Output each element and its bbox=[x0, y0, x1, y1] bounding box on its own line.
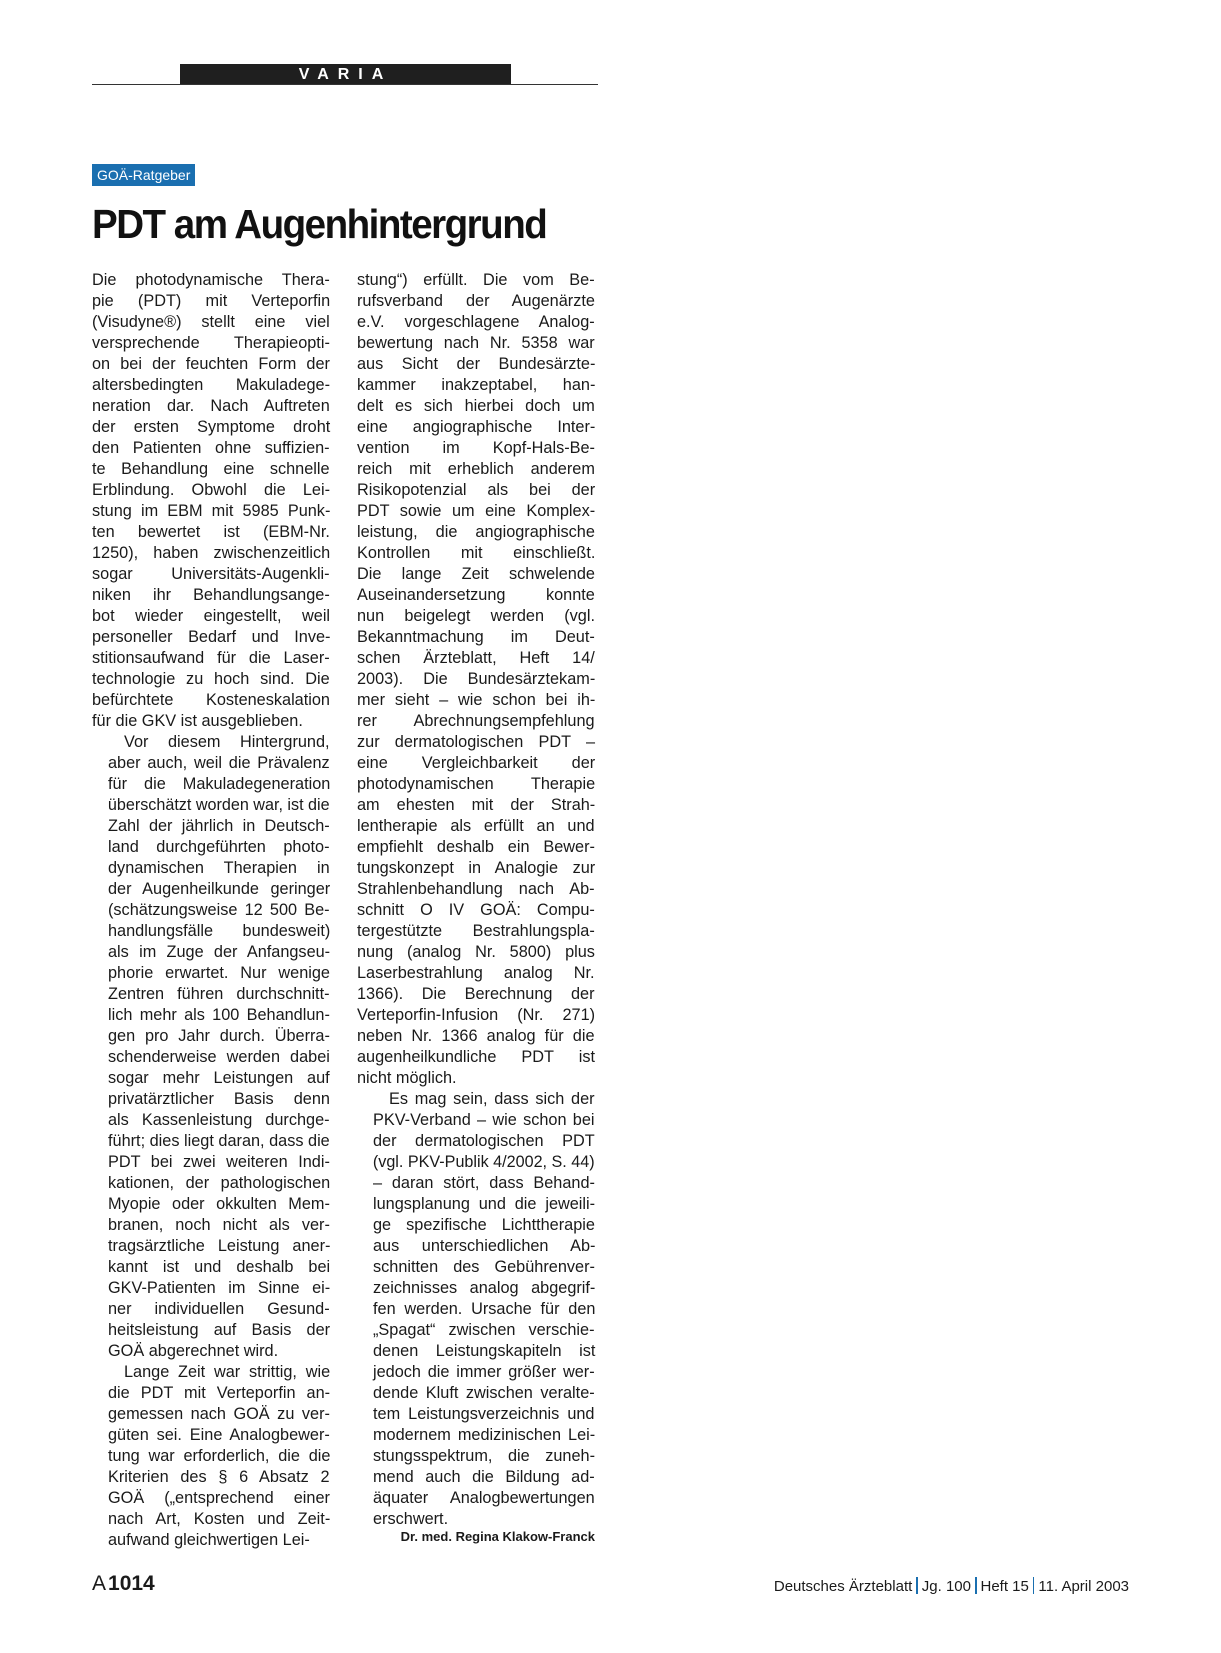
text-line: lich mehr als 100 Behandlun- bbox=[108, 1006, 330, 1024]
text-line: Risikopotenzial als bei der bbox=[357, 481, 596, 499]
text-line: versprechende Therapieopti- bbox=[92, 334, 330, 352]
text-line: ner individuellen Gesund- bbox=[108, 1300, 330, 1318]
text-line: der Augenheilkunde geringer bbox=[108, 880, 331, 898]
text-line: äquater Analogbewertungen bbox=[373, 1489, 595, 1507]
text-line: augenheilkundliche PDT ist bbox=[357, 1048, 596, 1066]
paragraph bbox=[357, 270, 595, 1089]
text-line: GKV-Patienten im Sinne ei- bbox=[108, 1279, 331, 1297]
page-prefix: A bbox=[92, 1572, 107, 1595]
text-line: land durchgeführten photo- bbox=[108, 838, 330, 856]
text-line: handlungsfälle bundesweit) bbox=[108, 922, 331, 940]
text-line: altersbedingten Makuladege- bbox=[92, 376, 330, 394]
text-line: rer Abrechnungsempfehlung bbox=[357, 712, 595, 730]
text-line: privatärztlicher Basis denn bbox=[108, 1090, 330, 1108]
divider bbox=[1033, 1577, 1035, 1594]
text-line: 2003). Die Bundesärztekam- bbox=[357, 670, 596, 688]
text-line: Die photodynamische Thera- bbox=[92, 271, 330, 289]
text-line: „Spagat“ zwischen verschie- bbox=[373, 1321, 595, 1339]
text-line: e.V. vorgeschlagene Analog- bbox=[357, 313, 595, 331]
paragraph bbox=[357, 1089, 595, 1530]
text-line: PDT sowie um eine Komplex- bbox=[357, 502, 596, 520]
page-number bbox=[92, 1571, 155, 1597]
text-line: personeller Bedarf und Inve- bbox=[92, 628, 331, 646]
text-line: stung im EBM mit 5985 Punk- bbox=[92, 502, 331, 520]
text-line: dende Kluft zwischen veralte- bbox=[373, 1384, 595, 1402]
text-line: nicht möglich. bbox=[357, 1069, 457, 1087]
text-line: zeichnisses analog abgegrif- bbox=[373, 1279, 596, 1297]
section-rule bbox=[92, 84, 598, 85]
text-line: pie (PDT) mit Verteporfin bbox=[92, 292, 331, 310]
text-line: als im Zuge der Anfangseu- bbox=[108, 943, 331, 961]
text-line: tergestützte Bestrahlungspla- bbox=[357, 922, 595, 940]
text-line: jedoch die immer größer wer- bbox=[373, 1363, 595, 1381]
text-line: nach Art, Kosten und Zeit- bbox=[108, 1510, 331, 1528]
text-line: branen, noch nicht als ver- bbox=[108, 1216, 330, 1234]
article-column-2 bbox=[357, 270, 595, 1530]
section-header-bar bbox=[180, 64, 511, 85]
text-line: phorie erwartet. Nur wenige bbox=[108, 964, 330, 982]
text-line: 1250), haben zwischenzeitlich bbox=[92, 544, 331, 562]
text-line: aus unterschiedlichen Ab- bbox=[373, 1237, 596, 1255]
text-line: sogar Universitäts-Augenkli- bbox=[92, 565, 330, 583]
text-line: dynamischen Therapien in bbox=[108, 859, 330, 877]
text-line: kationen, der pathologischen bbox=[108, 1174, 331, 1192]
text-line: empfiehlt deshalb ein Bewer- bbox=[357, 838, 595, 856]
text-line: fen werden. Ursache für den bbox=[373, 1300, 596, 1318]
text-line: 1366). Die Berechnung der bbox=[357, 985, 595, 1003]
text-line: sogar mehr Leistungen auf bbox=[108, 1069, 330, 1087]
text-line: mer sieht – wie schon bei ih- bbox=[357, 691, 596, 709]
text-line: neben Nr. 1366 analog für die bbox=[357, 1027, 595, 1045]
text-line: Erblindung. Obwohl die Lei- bbox=[92, 481, 331, 499]
text-line: Laserbestrahlung analog Nr. bbox=[357, 964, 595, 982]
text-line: – daran stört, dass Behand- bbox=[373, 1174, 595, 1192]
text-line: der ersten Symptome droht bbox=[92, 418, 331, 436]
text-line: tragsärztliche Leistung aner- bbox=[108, 1237, 331, 1255]
text-line: GOÄ („entsprechend einer bbox=[108, 1489, 330, 1507]
text-line: niken ihr Behandlungsange- bbox=[92, 586, 330, 604]
text-line: Kontrollen mit einschließt. bbox=[357, 544, 596, 562]
text-line: denen Leistungskapiteln ist bbox=[373, 1342, 596, 1360]
text-line: photodynamischen Therapie bbox=[357, 775, 596, 793]
text-line: (Visudyne®) stellt eine viel bbox=[92, 313, 330, 331]
text-line: gen pro Jahr durch. Überra- bbox=[108, 1027, 330, 1045]
text-line: Strahlenbehandlung nach Ab- bbox=[357, 880, 595, 898]
text-line: am ehesten mit der Strah- bbox=[357, 796, 596, 814]
text-line: kannt ist und deshalb bei bbox=[108, 1258, 331, 1276]
text-line: für die GKV ist ausgeblieben. bbox=[92, 712, 303, 730]
text-line: überschätzt worden war, ist die bbox=[107, 796, 330, 814]
page-number-value: 1014 bbox=[108, 1572, 155, 1595]
paragraph bbox=[92, 732, 330, 1362]
text-line: schenderweise werden dabei bbox=[108, 1048, 330, 1066]
text-line: eine Vergleichbarkeit der bbox=[357, 754, 596, 772]
text-line: eine angiographische Inter- bbox=[357, 418, 596, 436]
text-line: heitsleistung auf Basis der bbox=[108, 1321, 331, 1339]
text-line: bewertung nach Nr. 5358 war bbox=[357, 334, 595, 352]
text-line: schnitt O IV GOÄ: Compu- bbox=[357, 901, 595, 919]
divider bbox=[975, 1577, 977, 1594]
text-line: GOÄ abgerechnet wird. bbox=[108, 1342, 279, 1360]
text-line: lungsplanung und die jeweili- bbox=[373, 1195, 596, 1213]
journal-date: 11. April 2003 bbox=[1038, 1578, 1129, 1595]
text-line: die PDT mit Verteporfin an- bbox=[108, 1384, 331, 1402]
text-line: Vor diesem Hintergrund, bbox=[124, 733, 330, 751]
text-line: rufsverband der Augenärzte bbox=[357, 292, 595, 310]
text-line: on bei der feuchten Form der bbox=[92, 355, 330, 373]
text-line: zur dermatologischen PDT – bbox=[357, 733, 596, 751]
text-line: ge spezifische Lichttherapie bbox=[373, 1216, 595, 1234]
text-line: Es mag sein, dass sich der bbox=[389, 1090, 595, 1108]
text-line: Lange Zeit war strittig, wie bbox=[124, 1363, 331, 1381]
text-line: ten bewertet ist (EBM-Nr. bbox=[92, 523, 330, 541]
text-line: Myopie oder okkulten Mem- bbox=[108, 1195, 330, 1213]
text-line: als Kassenleistung durchge- bbox=[108, 1111, 330, 1129]
author-byline: Dr. med. Regina Klakow-Franck bbox=[400, 1529, 595, 1544]
text-line: Verteporfin-Infusion (Nr. 271) bbox=[357, 1006, 596, 1024]
text-line: Die lange Zeit schwelende bbox=[357, 565, 595, 583]
article-title: PDT am Augenhintergrund bbox=[92, 201, 547, 247]
text-line: nung (analog Nr. 5800) plus bbox=[357, 943, 595, 961]
paragraph bbox=[92, 1362, 330, 1551]
text-line: leistung, die angiographische bbox=[357, 523, 595, 541]
text-line: aber auch, weil die Prävalenz bbox=[108, 754, 330, 772]
text-line: Bekanntmachung im Deut- bbox=[357, 628, 595, 646]
text-line: reich mit erheblich anderem bbox=[357, 460, 595, 478]
divider bbox=[916, 1577, 918, 1594]
journal-volume: Jg. 100 bbox=[921, 1578, 971, 1595]
text-line: bot wieder eingestellt, weil bbox=[92, 607, 331, 625]
article-column-1 bbox=[92, 270, 330, 1551]
text-line: vention im Kopf-Hals-Be- bbox=[357, 439, 595, 457]
text-line: stitionsaufwand für die Laser- bbox=[92, 649, 330, 667]
text-line: Kriterien des § 6 Absatz 2 bbox=[108, 1468, 330, 1486]
text-line: PDT bei zwei weiteren Indi- bbox=[108, 1153, 330, 1171]
text-line: schnitten des Gebührenver- bbox=[373, 1258, 595, 1276]
text-line: den Patienten ohne suffizien- bbox=[92, 439, 330, 457]
text-line: aufwand gleichwertigen Lei- bbox=[108, 1531, 310, 1549]
text-line: aus Sicht der Bundesärzte- bbox=[357, 355, 596, 373]
text-line: mend auch die Bildung ad- bbox=[373, 1468, 595, 1486]
text-line: modernem medizinischen Lei- bbox=[373, 1426, 596, 1444]
text-line: kammer inakzeptabel, han- bbox=[357, 376, 596, 394]
text-line: PKV-Verband – wie schon bei bbox=[373, 1111, 595, 1129]
category-tag: GOÄ-Ratgeber bbox=[92, 164, 195, 186]
text-line: gemessen nach GOÄ zu ver- bbox=[108, 1405, 330, 1423]
text-line: Zahl der jährlich in Deutsch- bbox=[108, 817, 330, 835]
text-line: lentherapie als erfüllt an und bbox=[357, 817, 595, 835]
text-line: tem Leistungsverzeichnis und bbox=[373, 1405, 595, 1423]
text-line: delt es sich hierbei doch um bbox=[357, 397, 595, 415]
text-line: Zentren führen durchschnitt- bbox=[108, 985, 330, 1003]
text-line: schen Ärzteblatt, Heft 14/ bbox=[357, 649, 595, 667]
text-line: führt; dies liegt daran, dass die bbox=[108, 1132, 330, 1150]
text-line: stungsspektrum, die zuneh- bbox=[373, 1447, 596, 1465]
section-label: VARIA bbox=[298, 66, 393, 83]
text-line: stung“) erfüllt. Die vom Be- bbox=[357, 271, 595, 289]
text-line: der dermatologischen PDT bbox=[373, 1132, 595, 1150]
journal-name: Deutsches Ärzteblatt bbox=[773, 1578, 913, 1595]
text-line: neration dar. Nach Auftreten bbox=[92, 397, 330, 415]
text-line: te Behandlung eine schnelle bbox=[92, 460, 330, 478]
text-line: für die Makuladegeneration bbox=[108, 775, 331, 793]
text-line: nun beigelegt werden (vgl. bbox=[357, 607, 595, 625]
paragraph bbox=[92, 270, 330, 732]
text-line: (vgl. PKV-Publik 4/2002, S. 44) bbox=[372, 1153, 595, 1171]
text-line: tungskonzept in Analogie zur bbox=[357, 859, 596, 877]
text-line: technologie zu hoch sind. Die bbox=[92, 670, 330, 688]
text-line: erschwert. bbox=[373, 1510, 449, 1528]
text-line: tung war erforderlich, die die bbox=[108, 1447, 331, 1465]
journal-issue: Heft 15 bbox=[980, 1578, 1029, 1595]
text-line: (schätzungsweise 12 500 Be- bbox=[108, 901, 330, 919]
text-line: Auseinandersetzung konnte bbox=[357, 586, 595, 604]
text-line: güten sei. Eine Analogbewer- bbox=[108, 1426, 330, 1444]
journal-info bbox=[774, 1576, 1129, 1598]
text-line: befürchtete Kosteneskalation bbox=[92, 691, 330, 709]
